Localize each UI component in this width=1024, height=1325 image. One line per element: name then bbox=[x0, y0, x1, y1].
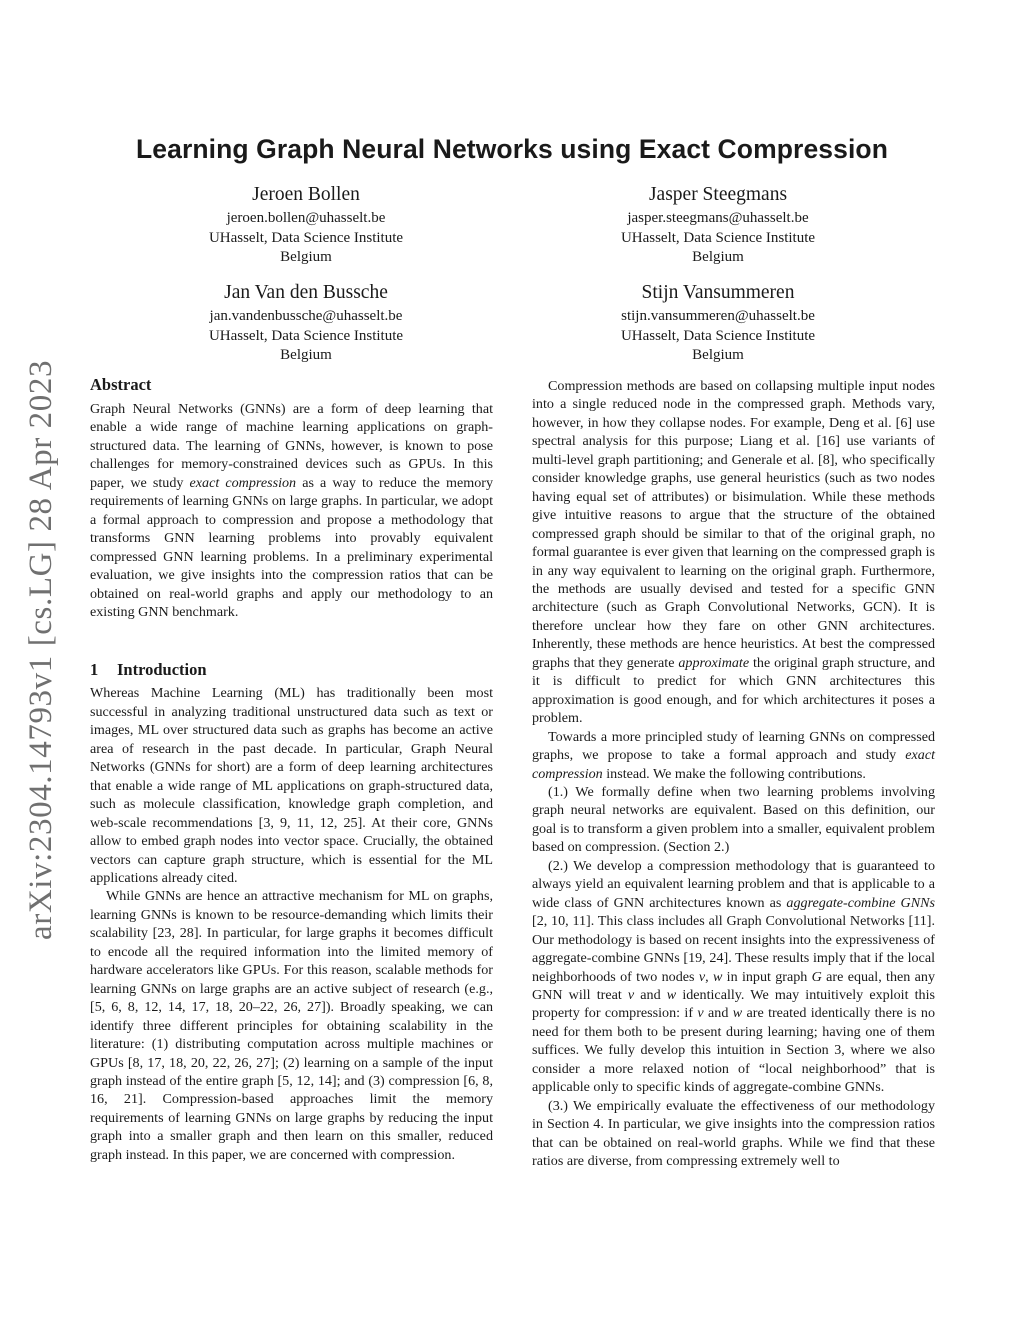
abstract-heading: Abstract bbox=[90, 375, 152, 394]
author-affiliation: UHasselt, Data Science Institute bbox=[208, 229, 404, 246]
section-number: 1 bbox=[90, 660, 99, 680]
section-title: Introduction bbox=[117, 660, 207, 680]
author-email: jan.vandenbussche@uhasselt.be bbox=[209, 308, 403, 324]
paragraph: Whereas Machine Learning (ML) has traditionally been most successful in analyzing traditional unstructured data such as text or images, ML over structured data such as graphs has become an active area of research in the past decade. In particular, Graph Neural Networks (GNNs for short) are a form of deep learning architectures that enable a wide range of ML applications on graph-structured data, such as molecule classification, knowledge graph completion, and web-scale recommendations [3, 9, 11, 12, 25]. At their core, GNNs allow to embed graph nodes into vector space. Crucially, the obtained vectors can capture graph structure, which is essential for the ML applications already cited. bbox=[90, 685, 493, 886]
author-name: Jan Van den Bussche bbox=[224, 282, 388, 303]
author-country: Belgium bbox=[692, 249, 744, 265]
author-block bbox=[548, 281, 888, 366]
author-block bbox=[548, 183, 888, 268]
author-name: Jasper Steegmans bbox=[648, 184, 788, 205]
author-block bbox=[136, 281, 476, 366]
paragraph: (1.) We formally define when two learning problems involving graph neural networks are equivalent. Based on this definition, our goal is to transform a given problem into a smaller, equivalent problem based on compression. (Section 2.) bbox=[532, 783, 935, 856]
paragraph: (2.) We develop a compression methodology that is guaranteed to always yield an equivalent learning problem and that is applicable to a wide class of GNN architectures known as aggregate-combine GNNs [2, 10, 11]. This class includes all Graph Convolutional Networks [11]. Our methodology is based on recent insights into the expressiveness of aggregate-combine GNNs [19, 24]. These results imply that if the local neighborhoods of two nodes v, w in input graph G are equal, then any GNN will treat v and w identically. We may intuitively exploit this property for compression: if v and w are treated identically there is no need for them both to be present during learning; having one of them suffices. We fully develop this intuition in Section 3, where we also consider a more relaxed notion of “local neighborhood” that is applicable only to specific kinds of aggregate-combine GNNs. bbox=[532, 857, 935, 1096]
arxiv-identifier: arXiv:2304.14793v1 [cs.LG] 28 Apr 2023 bbox=[23, 359, 59, 941]
author-country: Belgium bbox=[280, 249, 332, 265]
paragraph: While GNNs are hence an attractive mechanism for ML on graphs, learning GNNs is known to be resource-demanding which limits their scalability [23, 28]. In particular, for large graphs it becomes difficult to encode all the required information into the limited memory of hardware accelerators like GPUs. For this reason, scalable methods for learning GNNs on large graphs are an active subject of research (e.g., [5, 6, 8, 12, 14, 17, 18, 20–22, 26, 27]). Broadly speaking, we can identify three different principles for obtaining scalability in the literature: (1) distributing computation across multiple machines or GPUs [8, 17, 18, 20, 22, 26, 27]; (2) learning on a sample of the input graph instead of the entire graph [5, 12, 14]; and (3) compression [6, 8, 16, 21]. Compression-based approaches limit the memory requirements of learning GNNs on large graphs by reducing the input graph into a smaller graph and then learn on this smaller, reduced graph instead. In this paper, we are concerned with compression. bbox=[90, 888, 493, 1163]
paragraph: Towards a more principled study of learning GNNs on compressed graphs, we propose to take a formal approach and study exact compression instead. We make the following contributions. bbox=[532, 728, 935, 782]
author-email: jasper.steegmans@uhasselt.be bbox=[627, 210, 809, 226]
paper-title: Learning Graph Neural Networks using Exact Compression bbox=[136, 134, 888, 164]
paragraph: Compression methods are based on collapsing multiple input nodes into a single reduced node in the compressed graph. Methods vary, however, in how they collapse nodes. For example, Deng et al. [6] use spectral analysis for this purpose; Liang et al. [16] use variants of multi-level graph partitioning; and Generale et al. [8], who specifically consider knowledge graphs, use general heuristics (such as two nodes having equal set of attributes) or bisimulation. While these methods give intuitive reasons to argue that the structure of the obtained compressed graph should be similar to that of the original graph, no formal guarantee is ever given that learning on the compressed graph is in any way equivalent to learning on the original graph. Furthermore, the methods are usually devised and tested for a specific GNN architecture (such as Graph Convolutional Networks, GCN). It is therefore unclear how they fare on other GNN architectures. Inherently, these methods are hence heuristics. At best the compressed graphs that they generate approximate the original graph structure, and it is difficult to predict for which GNN architectures this approximation is good enough, and for which architectures it poses a problem. bbox=[532, 378, 935, 727]
author-email: jeroen.bollen@uhasselt.be bbox=[226, 210, 386, 226]
author-name: Jeroen Bollen bbox=[252, 184, 360, 205]
author-affiliation: UHasselt, Data Science Institute bbox=[620, 327, 816, 344]
left-column bbox=[90, 374, 493, 1164]
author-email: stijn.vansummeren@uhasselt.be bbox=[621, 308, 815, 324]
author-name: Stijn Vansummeren bbox=[641, 282, 795, 303]
right-column bbox=[532, 377, 935, 1170]
author-country: Belgium bbox=[692, 347, 744, 363]
abstract-text: Graph Neural Networks (GNNs) are a form of deep learning that enable a wide range of machine learning applications on graph-structured data. The learning of GNNs, however, is known to pose challenges for memory-constrained devices such as GPUs. In this paper, we study exact compression as a way to reduce the memory requirements of learning GNNs on large graphs. In particular, we adopt a formal approach to compression and propose a methodology that transforms GNN learning problems into provably equivalent compressed GNN learning problems. In a preliminary experimental evaluation, we give insights into the compression ratios that can be obtained on real-world graphs and apply our methodology to an existing GNN benchmark. bbox=[90, 401, 493, 620]
author-affiliation: UHasselt, Data Science Institute bbox=[620, 229, 816, 246]
author-affiliation: UHasselt, Data Science Institute bbox=[208, 327, 404, 344]
author-country: Belgium bbox=[280, 347, 332, 363]
introduction-heading bbox=[90, 659, 493, 681]
author-block bbox=[136, 183, 476, 268]
paragraph: (3.) We empirically evaluate the effectiveness of our methodology in Section 4. In particular, we give insights into the compression ratios that can be obtained on real-world graphs. While we find that these ratios are diverse, from compressing extremely well to bbox=[532, 1097, 935, 1170]
